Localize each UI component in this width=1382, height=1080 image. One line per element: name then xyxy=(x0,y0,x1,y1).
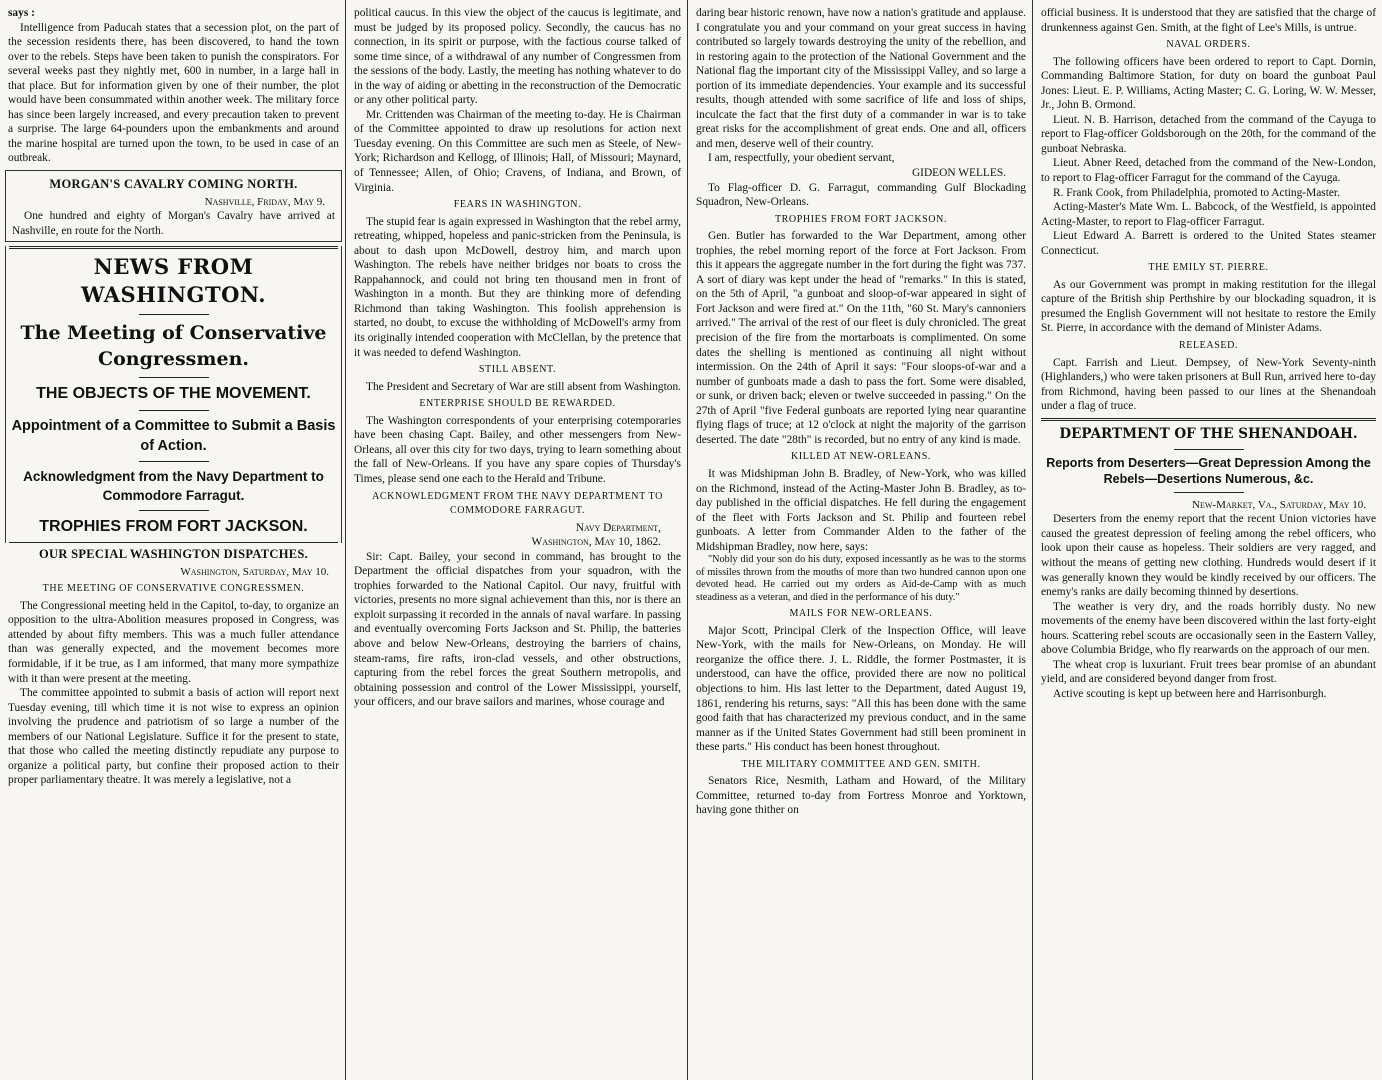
washington-dateline: Washington, Saturday, May 10. xyxy=(180,565,329,578)
crittenden-paragraph: Mr. Crittenden was Chairman of the meeting to-day. He is Chairman of the Committee appointed to draw up resolutions for action next Tuesday evening. On this Committee are such men as Steele, of New-York; Richardson and Kellogg, of Illinois; Hall, of Missouri; Maynard, of Tennessee; Allen, of Ohio; Cravens, of Indiana, and Brown, of Virginia. xyxy=(354,108,681,194)
says-fragment: says : xyxy=(8,7,35,19)
navy-dept-line: Navy Department, xyxy=(575,521,661,534)
divider xyxy=(1041,418,1376,421)
navy-dateline: Washington, May 10, 1862. xyxy=(531,536,661,549)
subhead-enterprise: ENTERPRISE SHOULD BE REWARDED. xyxy=(419,398,616,410)
subhead-acknowledgment: ACKNOWLEDGMENT FROM THE NAVY DEPARTMENT TO COMMODORE FARRAGUT. xyxy=(372,490,663,517)
deck-headline-2: THE OBJECTS OF THE MOVEMENT. xyxy=(36,385,311,403)
letter-paragraph: Sir: Capt. Bailey, your second in command, has brought to the Department the official dispatches from your squadron, with the trophies forwarded to the National Capitol. Our navy, fruitful with victories, presents no more signal achievement than this, nor is there an exploit surpassing it recorded in the annals of naval warfare. In passing and eventually overcoming Forts Jackson and St. Philip, the batteries above and below New-Orleans, destroying the barriers of chains, steam-rams, fire rafts, iron-clad vessels, and other obstructions, capturing from the rebel forces the great Southern metropolis, and obtaining possession and control of the Lower Mississippi, yourself, your officers, and our brave sailors and marines, whose courage and xyxy=(354,550,681,709)
subhead-still-absent: STILL ABSENT. xyxy=(478,364,557,376)
signature: GIDEON WELLES. xyxy=(911,167,1006,180)
killed-paragraph: It was Midshipman John B. Bradley, of New-York, who was killed on the Richmond, instead of the Acting-Master John B. Bradley, as to-day published in the official dispatches. He fell during the engagement of the fleet with Forts Jackson and St. Philip and fourteen rebel gunboats. A letter from Commander Alden to the father of the Midshipman Bradley, now here, says: xyxy=(696,467,1026,553)
divider xyxy=(139,377,209,378)
subhead-killed: KILLED AT NEW-ORLEANS. xyxy=(791,451,931,463)
letter-continued-paragraph: daring bear historic renown, have now a nation's gratitude and applause. I congratulate you and your command on your great success in having contributed so largely towards destroying the unity of the rebellion, and in restoring again to the protection of the National Government and the National flag the important city of the Mississippi Valley, and so large a portion of its immediate dependencies. Your example and its successful results, though attended with some sacrifice of life and loss of ships, inculcate the fact that the first duty of a commander in war is to take great risks for the accomplishment of great ends. One and all, officers and men, deserve well of their country. xyxy=(696,7,1026,150)
subhead-released: RELEASED. xyxy=(1178,340,1238,352)
caucus-paragraph: political caucus. In this view the object of the caucus is legitimate, and must be judged by its proposed policy. Secondly, the caucus has no connection, in its spirit or purpose, with the factious course talked of some time since, of a withdrawal of any number of Congressmen from the sessions of the body. Lastly, the meeting has nothing whatever to do in the way of aiding or abetting in the reconstruction of the Democratic or any other political party. xyxy=(354,7,681,107)
addressee-line: To Flag-officer D. G. Farragut, commanding Gulf Blockading Squadron, New-Orleans. xyxy=(696,181,1026,209)
quote-paragraph: "Nobly did your son do his duty, exposed incessantly as he was to the storms of missiles thrown from the mouths of more than two hundred cannon upon one devoted head. He carried out my orders as Aid-de-Camp with as much steadiness as a veteran, and died in the performance of his duty." xyxy=(696,554,1026,603)
washington-headline-block xyxy=(5,246,342,543)
divider xyxy=(9,246,338,249)
subhead-fears: FEARS IN WASHINGTON. xyxy=(453,199,582,211)
new-market-dateline: New-Market, Va., Saturday, May 10. xyxy=(1192,498,1366,511)
smith-paragraph: official business. It is understood that they are satisfied that the charge of drunkenness against Gen. Smith, at the fight of Lee's Mills, is untrue. xyxy=(1041,7,1376,34)
column-4 xyxy=(1032,0,1382,1080)
divider xyxy=(1174,492,1244,493)
closing-line: I am, respectfully, your obedient servant, xyxy=(708,152,895,165)
paducah-paragraph: Intelligence from Paducah states that a secession plot, on the part of the secession residents there, has been discovered, to hand the town over to the rebels. Steps have been taken to punish the conspirators. For several weeks past they nightly met, 600 in number, in a large hall in that place. But for information given by one of their number, the plot would have been consummated within another week. The military force has since been largely increased, and every precaution taken to prevent a surprise. The large 64-pounders upon the embankments and around the marine hospital are turned upon the town, to be used in case of an outbreak. xyxy=(8,21,339,165)
subhead-mails: MAILS FOR NEW-ORLEANS. xyxy=(789,608,933,620)
naval-orders-paragraph-2: Lieut. N. B. Harrison, detached from the command of the Cayuga to report to Flag-officer Goldsborough on the 20th, for the command of the gunboat Nebraska. xyxy=(1041,113,1376,155)
enterprise-paragraph: The Washington correspondents of your enterprising cotemporaries have been chasing Capt. Bailey, and other messengers from New-Orleans, all over this city for two days, trying to learn something about the fall of New-Orleans. If you have any spare copies of Thursday's Times, please send one each to the Herald and Tribune. xyxy=(354,414,681,485)
deserters-paragraph: Deserters from the enemy report that the recent Union victories have caused the greatest depression of feeling among the rebel officers, who look upon their cause as hopeless. Their soldiers are very ragged, and without the means of getting new clothing. Hundreds would desert if it was generally known they would be kindly received by our officers. The enemy's ranks are daily becoming thinned by desertions. xyxy=(1041,513,1376,599)
column-3 xyxy=(687,0,1032,1080)
mails-paragraph: Major Scott, Principal Clerk of the Inspection Office, will leave New-York, with the mails for New-Orleans, on Monday. He will reorganize the office there. J. L. Riddle, the former Postmaster, it is understood, can have the office, provided there are now no political objections to him. His last letter to the Department, dated August 19, 1861, rendering his returns, says: "All this has been done with the same good faith that has characterized my previous conduct, and in the same manner as if the United States Government had still been prominent in these parts." His conduct has been honest throughout. xyxy=(696,624,1026,754)
congress-paragraph-1: The Congressional meeting held in the Capitol, to-day, to organize an opposition to the ultra-Abolition measures proposed in Congress, was attended by about fifty members. This was a much fuller attendance than was generally expected, and the movement becomes more formidable, if it be true, as I am informed, that many more sympathize with it than were present at the meeting. xyxy=(8,599,339,685)
divider xyxy=(139,461,209,462)
naval-orders-paragraph-4: R. Frank Cook, from Philadelphia, promoted to Acting-Master. xyxy=(1053,186,1340,199)
trophies-paragraph: Gen. Butler has forwarded to the War Department, among other trophies, the rebel morning report of the force at Fort Jackson. From this it appears the aggregate number in the fort during the fight was 737. A sort of diary was kept under the head of "remarks." In this is stated, on the 5th of April, "a gunboat and sloop-of-war appeared in sight of Fort Jackson and were fired at." On the 11th, "60 St. Mary's cannoniers arrived." The arrival of the rest of our fleet is duly chronicled. The great precision of the fire from the mortarboats is complimented. On some dates the shelling is mentioned as continuing all night without intermission. On the 24th of April it says: "Four sloops-of-war and a number of gunboats made a dash to pass the fort. Some were disabled, or sunk, or driven back; eleven or twelve succeeded in passing." On the 27th of April "five Federal gunboats are reported lying near quarantine flying flags of truce; at 12 o'clock at night the majority of the garrison deserted. The date "28th" is recorded, but no entry of any kind is made. xyxy=(696,230,1026,446)
column-1 xyxy=(0,0,345,1080)
naval-orders-paragraph-1: The following officers have been ordered to report to Capt. Dornin, Commanding Baltimore Station, for duty on board the gunboat Paul Jones: Lieut. E. P. Williams, Acting Master; C. G. Loring, W. W. Messer, Jr., John B. Ormond. xyxy=(1041,55,1376,112)
subhead-naval-orders: NAVAL ORDERS. xyxy=(1166,39,1251,51)
dispatches-headline: OUR SPECIAL WASHINGTON DISPATCHES. xyxy=(38,547,309,562)
scouting-paragraph: Active scouting is kept up between here and Harrisonburgh. xyxy=(1053,687,1327,700)
naval-orders-paragraph-6: Lieut Edward A. Barrett is ordered to the United States steamer Connecticut. xyxy=(1041,230,1376,257)
subhead-emily-st-pierre: THE EMILY ST. PIERRE. xyxy=(1148,262,1269,274)
deck-headline-5: TROPHIES FROM FORT JACKSON. xyxy=(39,518,308,536)
subhead-meeting: THE MEETING OF CONSERVATIVE CONGRESSMEN. xyxy=(42,583,305,595)
morgan-dateline: Nashville, Friday, May 9. xyxy=(204,195,325,208)
emily-paragraph: As our Government was prompt in making restitution for the illegal capture of the British ship Perthshire by our blockading squadron, it is presumed the English Government will not hesitate to restore the Emily St. Pierre, in accordance with the demand of Minister Adams. xyxy=(1041,278,1376,335)
morgan-cavalry-article xyxy=(5,170,342,242)
divider xyxy=(139,410,209,411)
divider xyxy=(139,510,209,511)
released-paragraph: Capt. Farrish and Lieut. Dempsey, of New-York Seventy-ninth (Highlanders,) who were taken prisoners at Bull Run, arrived here to-day from Richmond, having been passed to our lines at the Shenandoah under a flag of truce. xyxy=(1041,356,1376,413)
deck-headline-1: The Meeting of Conservative Congressmen. xyxy=(20,322,327,371)
morgan-paragraph: One hundred and eighty of Morgan's Cavalry have arrived at Nashville, en route for the North. xyxy=(12,210,335,237)
deck-headline-4: Acknowledgment from the Navy Department to Commodore Farragut. xyxy=(23,469,324,504)
military-committee-paragraph: Senators Rice, Nesmith, Latham and Howard, of the Military Committee, returned to-day from Fortress Monroe and Yorktown, having gone thither on xyxy=(696,775,1026,817)
divider xyxy=(139,314,209,315)
divider xyxy=(9,542,338,543)
column-2 xyxy=(345,0,687,1080)
congress-paragraph-2: The committee appointed to submit a basis of action will report next Tuesday evening, till which time it is not wise to express an opinion involving the prudence and patriotism of so large a number of the members of our National Legislature. Suffice it for the present to state, that those who called the meeting distinctly repudiate any purpose to organize a political party, but confine their proposed action to their proper parliamentary theatre. It was merely a legislative, not a xyxy=(8,687,339,787)
shenandoah-headline: DEPARTMENT OF THE SHENANDOAH. xyxy=(1059,425,1358,442)
fears-paragraph: The stupid fear is again expressed in Washington that the rebel army, retreating, whipped, hopeless and panic-stricken from the Peninsula, is about to dash upon McDowell, destroy him, and march upon Washington. The rebels have neither bridges nor boats to cross the Rappahannock, and could not bring ten thousand men in front of Washington in a month. But they are thinking more of defending Richmond than taking Washington. This foolish apprehension is started, no doubt, to excuse the withholding of McDowell's army from its originally intended cooperation with McClellan, by the pretence that it was needed to defend Washington. xyxy=(354,215,681,359)
morgan-headline: MORGAN'S CAVALRY COMING NORTH. xyxy=(49,177,298,192)
subhead-military-committee: THE MILITARY COMMITTEE AND GEN. SMITH. xyxy=(741,758,981,770)
subhead-trophies: TROPHIES FROM FORT JACKSON. xyxy=(774,213,948,225)
naval-orders-paragraph-3: Lieut. Abner Reed, detached from the command of the New-London, to report to Flag-officer Farragut for the command of the Cayuga. xyxy=(1041,157,1376,185)
main-headline: NEWS FROM WASHINGTON. xyxy=(80,254,267,308)
divider xyxy=(1174,449,1244,450)
naval-orders-paragraph-5: Acting-Master's Mate Wm. L. Babcock, of the Westfield, is appointed Acting-Master, to report to Flag-officer Farragut. xyxy=(1041,201,1376,228)
weather-paragraph: The weather is very dry, and the roads horribly dusty. No new movements of the enemy have been discovered within the last forty-eight hours. Scattering rebel scouts are occasionally seen in the Eastern Valley, above Columbia Bridge, who fly rearwards on the approach of our men. xyxy=(1041,600,1376,657)
shenandoah-deck: Reports from Deserters—Great Depression Among the Rebels—Desertions Numerous, &c. xyxy=(1046,455,1371,486)
wheat-paragraph: The wheat crop is luxuriant. Fruit trees bear promise of an abundant yield, and are considered beyond danger from frost. xyxy=(1041,658,1376,686)
deck-headline-3: Appointment of a Committee to Submit a Basis of Action. xyxy=(11,418,336,455)
absent-paragraph: The President and Secretary of War are still absent from Washington. xyxy=(366,380,682,393)
